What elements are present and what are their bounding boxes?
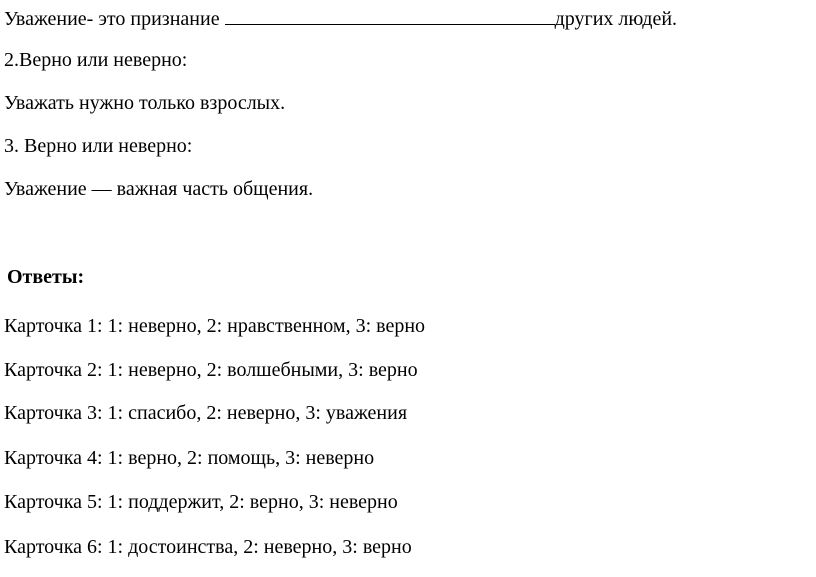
answers-heading: Ответы: [7, 266, 85, 288]
question-2-header: 2.Верно или неверно: [4, 49, 188, 71]
answer-card-3: Карточка 3: 1: спасибо, 2: неверно, 3: уважения [4, 402, 408, 424]
question-3-header: 3. Верно или неверно: [4, 135, 193, 157]
question-1-line [4, 6, 677, 31]
question-1-text-before: Уважение- это признание [4, 8, 225, 30]
answer-card-5: Карточка 5: 1: поддержит, 2: верно, 3: неверно [4, 491, 398, 513]
question-2-statement: Уважать нужно только взрослых. [4, 92, 286, 114]
question-1-blank [225, 6, 555, 25]
question-1-text-after: других людей. [554, 8, 678, 30]
answer-card-1: Карточка 1: 1: неверно, 2: нравственном, 3: верно [4, 315, 426, 337]
answer-card-4: Карточка 4: 1: верно, 2: помощь, 3: неверно [4, 447, 375, 469]
question-3-statement: Уважение — важная часть общения. [4, 178, 314, 200]
answer-card-6: Карточка 6: 1: достоинства, 2: неверно, 3: верно [4, 536, 412, 558]
answer-card-2: Карточка 2: 1: неверно, 2: волшебными, 3: верно [4, 359, 418, 381]
